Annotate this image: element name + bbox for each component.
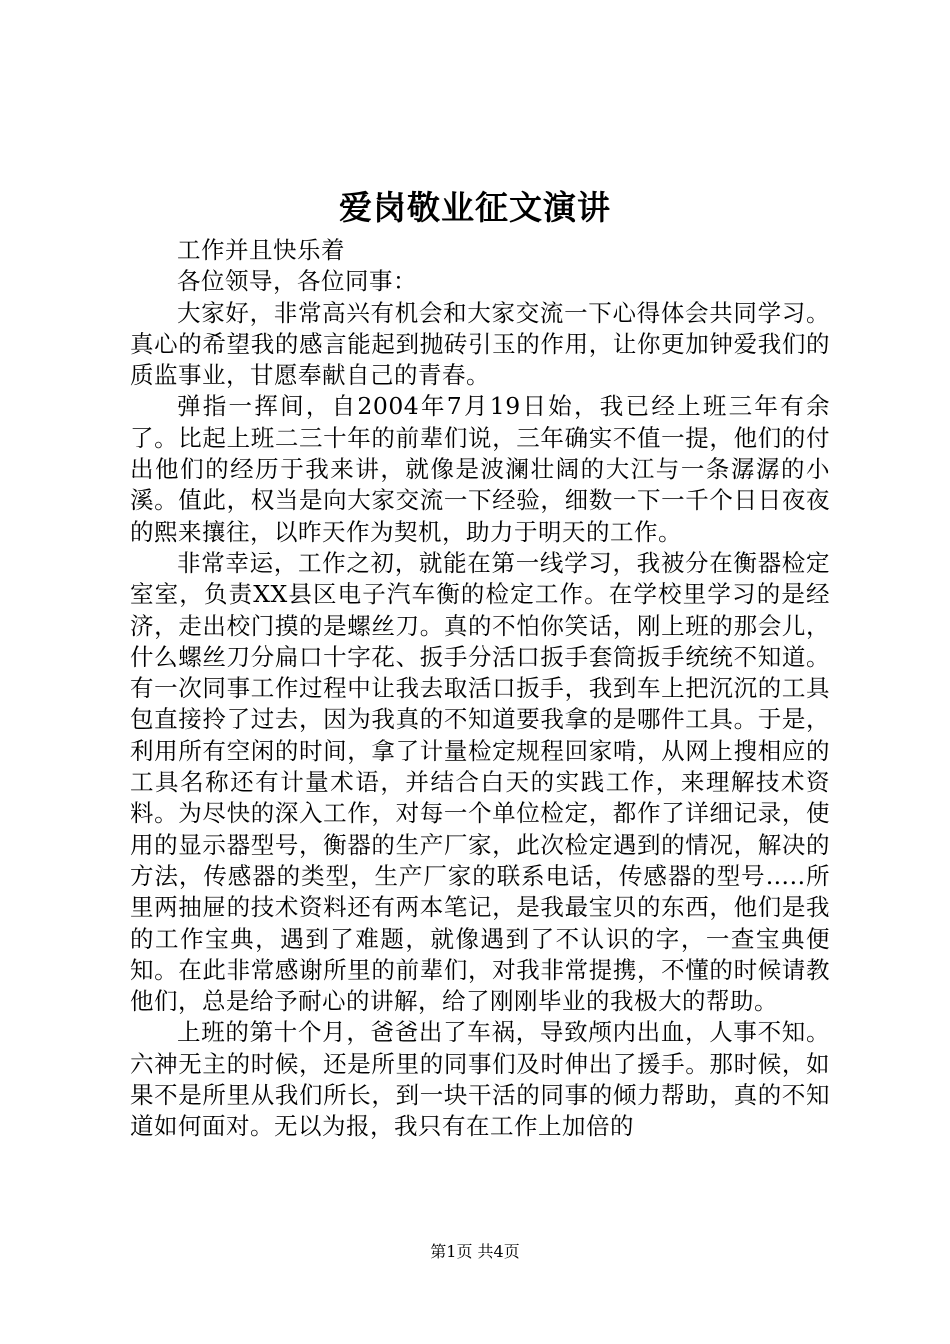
document-title: 爱岗敬业征文演讲 (339, 188, 611, 227)
salutation-paragraph: 各位领导，各位同事： (177, 267, 417, 296)
document-body (130, 235, 830, 1143)
subtitle-paragraph: 工作并且快乐着 (177, 236, 345, 264)
body-paragraph-first-line-work: 非常幸运，工作之初，就能在第一线学习，我被分在衡器检定室室，负责XX县区电子汽车衡的检定工作。在学校里学习的是经济，走出校门摸的是螺丝刀。真的不怕你笑话，刚上班的那会儿，什么螺丝刀分扁口十字花、扳手分活口扳手套筒扳手统统不知道。有一次同事工作过程中让我去取活口扳手，我到车上把沉沉的工具包直接拎了过去，因为我真的不知道要我拿的是哪件工具。于是，利用所有空闲的时间，拿了计量检定规程回家啃，从网上搜相应的工具名称还有计量术语，并结合白天的实践工作，来理解技术资料。为尽快的深入工作，对每一个单位检定，都作了详细记录，使用的显示器型号，衡器的生产厂家，此次检定遇到的情况，解决的方法，传感器的类型，生产厂家的联系电话，传感器的型号…..所里两抽屉的技术资料还有两本笔记，是我最宝贝的东西，他们是我的工作宝典，遇到了难题，就像遇到了不认识的字，一查宝典便知。在此非常感谢所里的前辈们，对我非常提携，不懂的时候请教他们，总是给予耐心的讲解，给了刚刚毕业的我极大的帮助。 (130, 548, 830, 1016)
body-paragraph-greeting: 大家好，非常高兴有机会和大家交流一下心得体会共同学习。真心的希望我的感言能起到抛砖引玉的作用，让你更加钟爱我们的质监事业，甘愿奉献自己的青春。 (130, 298, 830, 390)
body-paragraph-tenth-month: 上班的第十个月，爸爸出了车祸，导致颅内出血，人事不知。六神无主的时候，还是所里的同事们及时伸出了援手。那时候，如果不是所里从我们所长，到一块干活的同事的倾力帮助，真的不知道如何面对。无以为报，我只有在工作上加倍的 (130, 1018, 830, 1141)
page-number-footer: 第1页 共4页 (430, 1242, 520, 1261)
body-paragraph-three-years: 弹指一挥间，自2004年7月19日始，我已经上班三年有余了。比起上班二三十年的前辈们说，三年确实不值一提，他们的付出他们的经历于我来讲，就像是波澜壮阔的大江与一条潺潺的小溪。值此，权当是向大家交流一下经验，细数一下一千个日日夜夜的熙来攘往，以昨天作为契机，助力于明天的工作。 (130, 392, 830, 546)
